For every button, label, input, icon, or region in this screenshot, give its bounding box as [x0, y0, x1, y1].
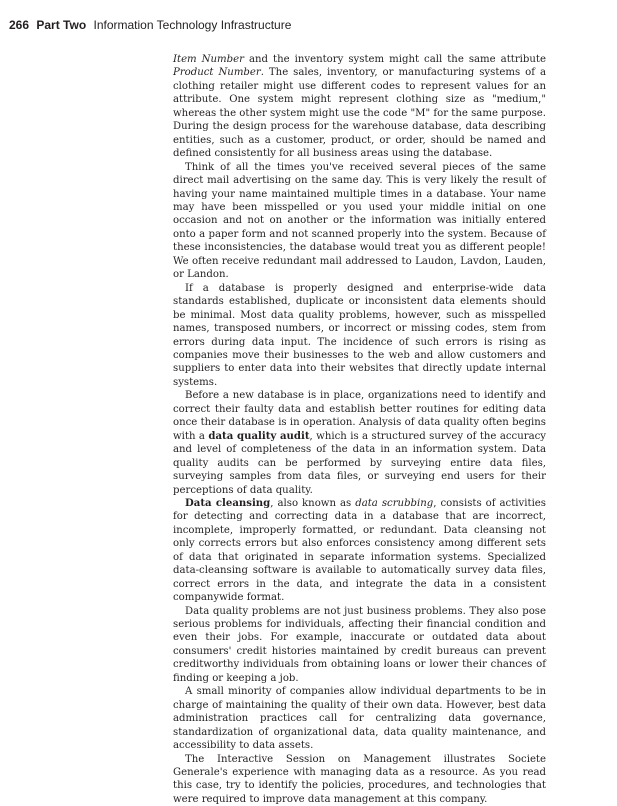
- page-number: 266: [9, 18, 30, 32]
- attribute-name: Product Number: [173, 67, 261, 79]
- part-title: Information Technology Infrastructure: [93, 18, 292, 32]
- key-term: Data cleansing: [185, 496, 271, 509]
- paragraph-data-quality-audit: [173, 389, 546, 497]
- body-text: [173, 53, 546, 806]
- text-run: . The sales, inventory, or manufacturing systems of a clothing retailer might use different codes to represent values for an attribute. One system might represent clothing size as "medium," whereas the other system might use the code "M" for the same purpose. During the design process for the warehouse database, data describing entities, such as a customer, product, or order, should be named and defined consistently for all business areas using the database.: [173, 67, 546, 160]
- paragraph-continued: [173, 53, 546, 161]
- text-run: , which is a structured survey of the accuracy and level of completeness of the data in an information system. Data quality audits can be performed by surveying entire data files, surveying samples from data files, or surveying end users for their perceptions of data quality.: [173, 430, 546, 496]
- paragraph-data-cleansing: [173, 497, 546, 605]
- part-label: Part Two: [36, 18, 87, 32]
- running-head: [9, 18, 291, 36]
- text-run: , also known as: [270, 497, 356, 509]
- italic-term: data scrubbing: [355, 497, 434, 509]
- attribute-name: Item Number: [173, 54, 244, 65]
- text-run: Before a new database is in place, organizations need to identify and correct their faulty data and establish better routines for editing data once their database is in operation. Analysis of data quality often begins with a: [173, 390, 546, 442]
- text-run: and the inventory system might call the same attribute: [243, 54, 546, 65]
- paragraph: A small minority of companies allow individual departments to be in charge of maintaining the quality of their own data. However, best data administration practices call for centralizing data governance, standardization of organizational data, data quality maintenance, and accessibility to data assets.: [173, 686, 546, 752]
- paragraph: If a database is properly designed and enterprise-wide data standards established, duplicate or inconsistent data elements should be minimal. Most data quality problems, however, such as misspelled names, transposed numbers, or incorrect or missing codes, stem from errors during data input. The incidence of such errors is rising as companies move their businesses to the web and allow customers and suppliers to enter data into their websites that directly update internal systems.: [173, 282, 546, 388]
- key-term: data quality audit: [208, 429, 310, 442]
- paragraph: Think of all the times you've received several pieces of the same direct mail advertising on the same day. This is very likely the result of having your name maintained multiple times in a database. Your name may have been misspelled or you used your middle initial on one occasion and not on another or the information was initially entered onto a paper form and not scanned properly into the system. Because of these inconsistencies, the database would treat you as different people! We often receive redundant mail addressed to Laudon, Lavdon, Lauden, or Landon.: [173, 161, 546, 281]
- paragraph: The Interactive Session on Management illustrates Societe Generale's experience with managing data as a resource. As you read this case, try to identify the policies, procedures, and technologies that were required to improve data management at this company.: [173, 753, 546, 805]
- text-run: , consists of activities for detecting and correcting data in a database that are incorrect, incomplete, improperly formatted, or redundant. Data cleansing not only corrects errors but also enforces consistency among different sets of data that originated in separate information systems. Specialized data-cleansing software is available to automatically survey data files, correct errors in the data, and integrate the data in a consistent companywide format.: [173, 497, 546, 604]
- paragraph: Data quality problems are not just business problems. They also pose serious problems for individuals, affecting their financial condition and even their jobs. For example, inaccurate or outdated data about consumers' credit histories maintained by credit bureaus can prevent creditworthy individuals from obtaining loans or lower their chances of finding or keeping a job.: [173, 605, 546, 684]
